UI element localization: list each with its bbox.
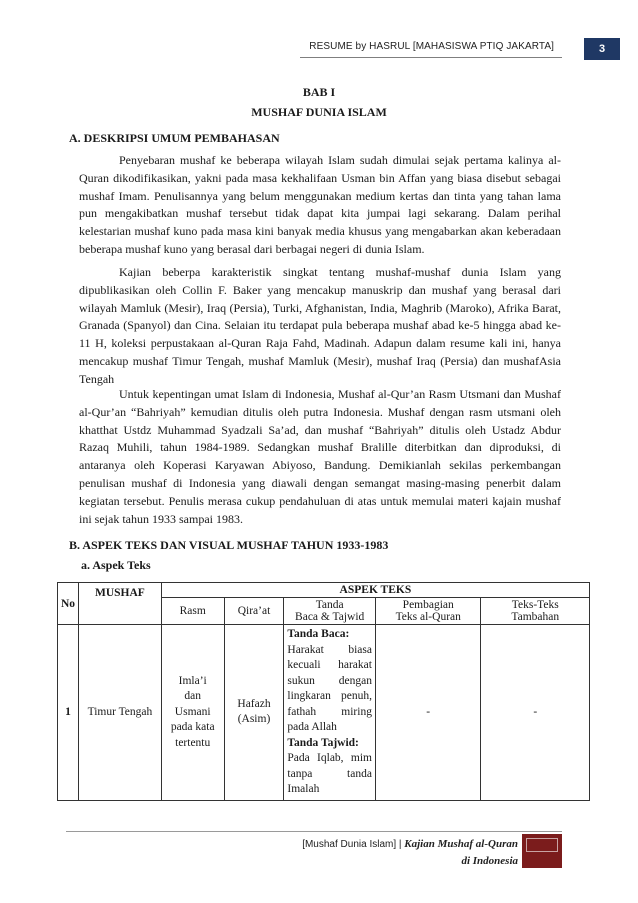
aspek-teks-group-header: ASPEK TEKS	[161, 583, 589, 598]
footer-section: [Mushaf Dunia Islam] |	[302, 839, 405, 850]
page-number-badge: 3	[584, 38, 620, 60]
paragraph-2: Kajian beberpa karakteristik singkat tentang mushaf-mushaf dunia Islam yang dipublikasikan oleh Collin F. Baker yang mencakup manuskrip dan mushaf yang berasal dari wilayah Mamluk (Mesir), Iraq (Persia), Turki, Afghanistan, India, Maghrib (Maroko), Afrika Barat, Granada (Spanyol) dan Cina. Selaian itu terdapat pula beberapa mushaf abad ke-5 hingga abad ke-11 H, koleksi perpustakaan al-Quran Raja Fahd, Madinah. Adapun dalam resume kali ini, hanya mencakup mushaf Timur Tengah, mushaf Mamluk (Mesir), mushaf Iraq (Persia) dan mushafAsia Tengah	[79, 265, 561, 386]
footer-title-line2: di Indonesia	[461, 855, 518, 867]
col-rasm-header: Rasm	[161, 598, 224, 625]
paragraph-1: Penyebaran mushaf ke beberapa wilayah Islam sudah dimulai sejak pertama kalinya al-Quran dikodifikasikan, yakni pada masa kekhalifaan Usman bin Affan yang biasa disebut sebagai mushaf Imam. Penulisannya yang belum menggunakan medium kertas dan tinta yang tahan lama pun mengakibatkan mushaf tersebut tidak dapat kita jumpai lagi sekarang. Dalam perihal kelestarian mushaf kuno pada masa kini banyak media khusus yang mengabarkan akan keberadaan beberapa mushaf kuno yang berasal dari berbagai negeri di dunia Islam.	[79, 153, 561, 256]
row-pembagian: -	[375, 625, 481, 801]
col-qiraat-header: Qira’at	[224, 598, 284, 625]
running-title: RESUME by HASRUL [MAHASISWA PTIQ JAKARTA]	[309, 41, 554, 52]
col-pembagian-header-line2: Teks al-Quran	[395, 611, 461, 623]
col-tanda-header-line2: Baca & Tajwid	[295, 611, 365, 623]
footer-rule	[66, 831, 562, 832]
section-b-subheading: a. Aspek Teks	[81, 558, 151, 572]
page-footer	[302, 836, 518, 869]
rasm-line: Imla’i	[178, 674, 207, 687]
table-row	[58, 625, 590, 801]
table-header-row-1	[58, 583, 590, 598]
rasm-line: Usmani	[174, 705, 211, 718]
aspek-teks-table	[57, 582, 590, 801]
row-rasm	[161, 625, 224, 801]
footer-decoration-inner	[526, 838, 558, 852]
footer-title-line1: Kajian Mushaf al-Quran	[404, 838, 518, 850]
col-tambahan-header	[481, 598, 590, 625]
col-mushaf-header: MUSHAF	[79, 583, 162, 625]
qiraat-line: (Asim)	[237, 713, 271, 726]
rasm-line: tertentu	[175, 736, 211, 749]
section-a-heading: A. DESKRIPSI UMUM PEMBAHASAN	[69, 131, 280, 145]
col-tanda-header-line1: Tanda	[315, 599, 344, 611]
row-mushaf: Timur Tengah	[79, 625, 162, 801]
section-b-heading: B. ASPEK TEKS DAN VISUAL MUSHAF TAHUN 1933-1983	[69, 538, 389, 552]
paragraph-3: Untuk kepentingan umat Islam di Indonesia, Mushaf al-Qur’an Rasm Utsmani dan Mushaf al-Qur’an “Bahriyah” kemudian ditulis oleh putra Indonesia. Mushaf dengan rasm utsmani oleh khatthat Ustdz Muhammad Syadzali Sa’ad, dan mushaf “Bahriyah” ditulis oleh Ustadz Abdur Razaq Muhili, tahun 1984-1989. Sedangkan mushaf Bralille diterbitkan dan diproduksi, di antaranya oleh Koperasi Karyawan Abiyoso, Bandung. Demikianlah sekilas perkembangan penulisan mushaf di Indonesia yang diawali dengan semangat masing-masing penerbit dalam kegiatan tersebut. Penulis merasa cukup pendahuluan di atas untuk memulai materi kajain mushaf ini sejak tahun 1933 sampai 1983.	[79, 387, 561, 526]
chapter-number: BAB I	[302, 85, 336, 99]
tanda-tajwid-text: Pada Iqlab, mim tanpa tanda Imalah	[287, 752, 372, 795]
rasm-line: pada kata	[170, 721, 215, 733]
tanda-tajwid-label: Tanda Tajwid:	[287, 736, 359, 749]
row-tanda	[284, 625, 376, 801]
tanda-baca-text: Harakat biasa kecuali harakat sukun dengan lingkaran penuh, fathah miring pada Allah	[287, 643, 372, 733]
row-qiraat	[224, 625, 284, 801]
qiraat-line: Hafazh	[237, 697, 271, 710]
col-tanda-header	[284, 598, 376, 625]
rasm-line: dan	[184, 690, 201, 702]
col-tambahan-header-line1: Teks-Teks	[511, 599, 559, 611]
row-number: 1	[58, 625, 79, 801]
page-header	[0, 0, 638, 60]
row-tambahan: -	[481, 625, 590, 801]
tanda-baca-label: Tanda Baca:	[287, 628, 350, 640]
chapter-title: MUSHAF DUNIA ISLAM	[251, 105, 387, 119]
header-rule	[300, 57, 562, 58]
col-tambahan-header-line2: Tambahan	[511, 611, 560, 623]
col-pembagian-header	[375, 598, 481, 625]
col-no-header: No	[58, 583, 79, 625]
col-pembagian-header-line1: Pembagian	[402, 599, 454, 611]
